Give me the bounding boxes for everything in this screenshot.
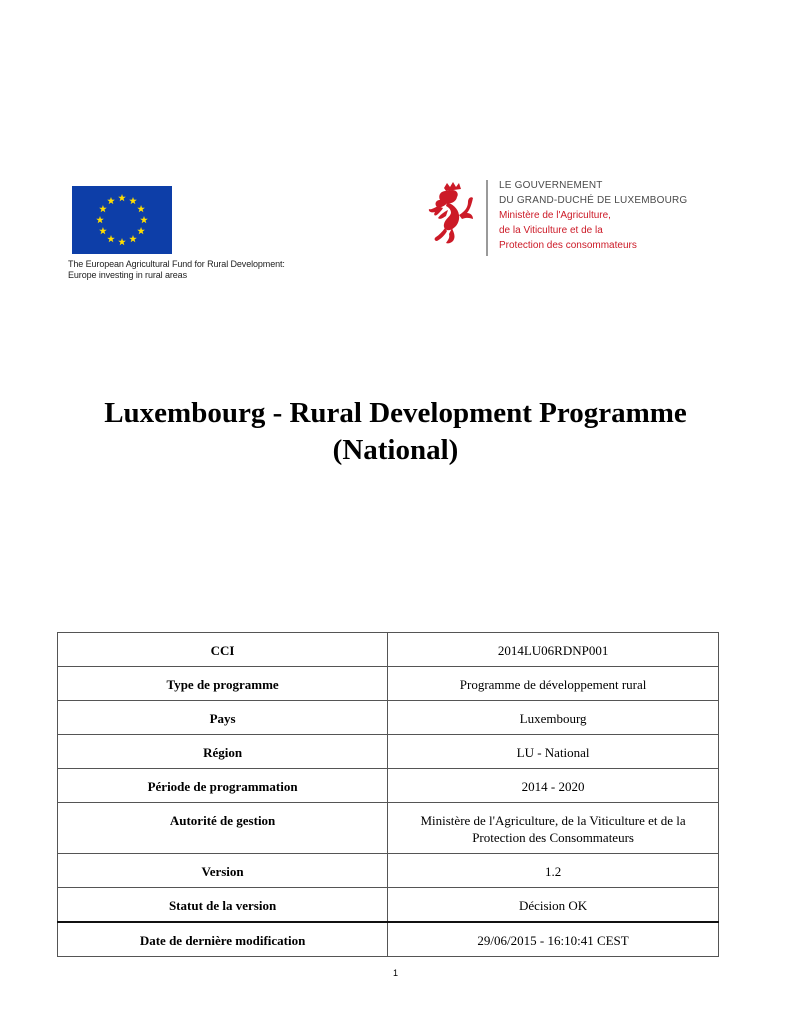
row-label: Région: [58, 735, 388, 769]
row-value: Programme de développement rural: [388, 667, 719, 701]
row-label: Statut de la version: [58, 888, 388, 923]
eu-star-icon: [118, 194, 126, 201]
eu-caption-line1: The European Agricultural Fund for Rural Development:: [68, 259, 285, 269]
eu-star-icon: [107, 197, 115, 204]
table-row: [58, 735, 719, 769]
logo-divider: [486, 180, 488, 256]
table-row: [58, 922, 719, 957]
eu-star-icon: [96, 216, 104, 223]
eu-caption: [68, 259, 368, 281]
eu-star-icon: [99, 227, 107, 234]
title-line1: Luxembourg - Rural Development Programme: [104, 397, 687, 429]
ministry-line3: Protection des consommateurs: [499, 240, 637, 251]
row-label: Pays: [58, 701, 388, 735]
row-label: Type de programme: [58, 667, 388, 701]
table-row: [58, 854, 719, 888]
ministry-line2: de la Viticulture et de la: [499, 225, 603, 236]
row-label: Date de dernière modification: [58, 922, 388, 957]
table-row: [58, 803, 719, 854]
row-value: LU - National: [388, 735, 719, 769]
table-row: [58, 701, 719, 735]
table-row: [58, 667, 719, 701]
eu-star-icon: [129, 197, 137, 204]
eu-star-icon: [140, 216, 148, 223]
eu-caption-line2: Europe investing in rural areas: [68, 270, 187, 280]
table-row: [58, 633, 719, 667]
table-row: [58, 769, 719, 803]
eu-flag-icon: [72, 186, 172, 254]
eu-star-icon: [107, 235, 115, 242]
row-value: 2014LU06RDNP001: [388, 633, 719, 667]
row-value: Ministère de l'Agriculture, de la Viticulture et de la Protection des Consommateurs: [388, 803, 719, 854]
row-value: 2014 - 2020: [388, 769, 719, 803]
eu-star-icon: [137, 205, 145, 212]
page-number: 1: [392, 968, 398, 978]
gov-line1: LE GOUVERNEMENT: [499, 180, 603, 191]
ministry-line1: Ministère de l'Agriculture,: [499, 210, 611, 221]
row-label: Version: [58, 854, 388, 888]
eu-star-icon: [118, 238, 126, 245]
row-label: CCI: [58, 633, 388, 667]
government-name: [499, 178, 687, 253]
row-value: Luxembourg: [388, 701, 719, 735]
row-label: Autorité de gestion: [58, 803, 388, 854]
programme-info-table: [57, 632, 719, 957]
table-row: [58, 888, 719, 923]
eu-star-icon: [129, 235, 137, 242]
document-title: [0, 395, 791, 469]
luxembourg-government-logo: [426, 178, 756, 260]
row-value: 1.2: [388, 854, 719, 888]
row-label: Période de programmation: [58, 769, 388, 803]
eu-star-icon: [99, 205, 107, 212]
title-line2: (National): [332, 434, 459, 466]
eu-star-icon: [137, 227, 145, 234]
red-lion-icon: [426, 182, 476, 246]
row-value: Décision OK: [388, 888, 719, 923]
gov-line2: DU GRAND-DUCHÉ DE LUXEMBOURG: [499, 195, 688, 206]
row-value: 29/06/2015 - 16:10:41 CEST: [388, 922, 719, 957]
